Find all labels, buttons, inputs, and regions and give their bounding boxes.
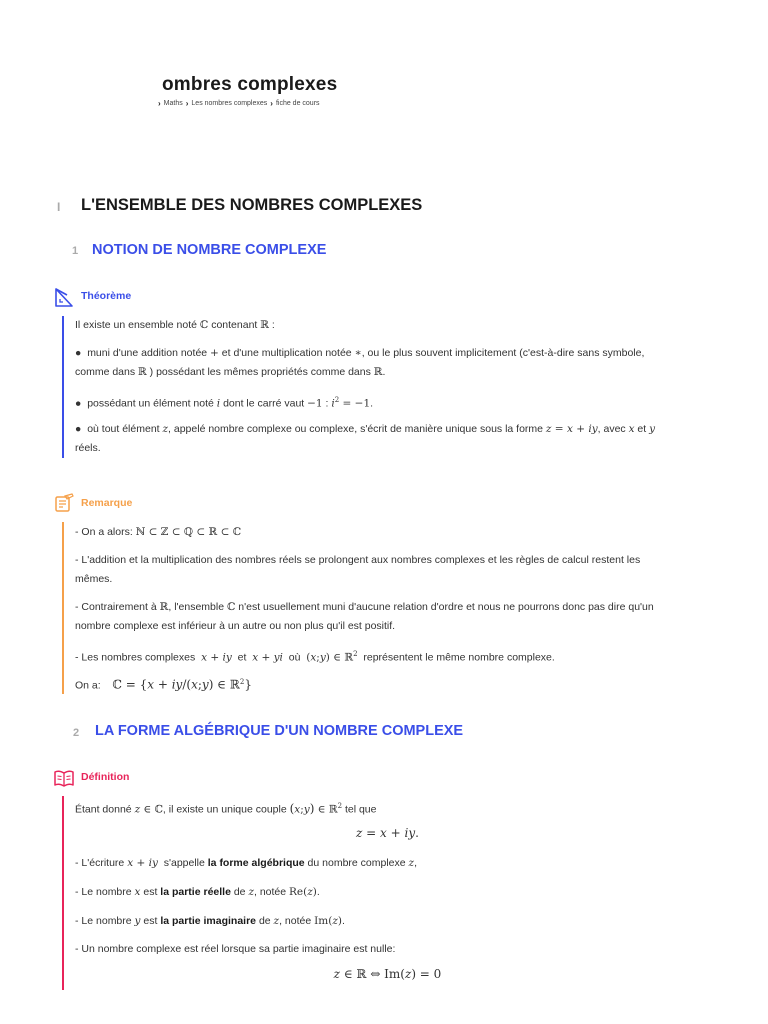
open-book-icon bbox=[53, 767, 75, 789]
remarque-line-2: - L'addition et la multiplication des nombres réels se prolongent aux nombres complexes et les règles de calcul restent les mêmes. bbox=[75, 554, 641, 585]
chevron-right-icon: › bbox=[158, 99, 161, 108]
breadcrumb-item-fiche[interactable]: fiche de cours bbox=[275, 100, 320, 107]
page-title: ombres complexes bbox=[162, 74, 338, 95]
definition-line-1: Étant donné z ∈ ℂ, il existe un unique couple (x;y) ∈ ℝ$^2$ tel que bbox=[75, 801, 377, 816]
definition-line-3: - Le nombre x est la partie réelle de z, notée Re(z). bbox=[75, 886, 320, 898]
definition-line-5: - Un nombre complexe est réel lorsque sa partie imaginaire est nulle: bbox=[75, 943, 396, 955]
bullet-icon: ● bbox=[75, 423, 82, 435]
breadcrumb bbox=[158, 99, 320, 108]
remarque-line-4: - Les nombres complexes x + iy et x + yi où (x;y) ∈ ℝ$^2$ représentent le même nombre complexe. bbox=[75, 650, 555, 664]
breadcrumb-item-maths[interactable]: Maths bbox=[163, 100, 183, 107]
theoreme-bullet-1: ● muni d'une addition notée + et d'une multiplication notée ∗, ou le plus souvent implicitement (c'est-à-dire sans symbole, comme dans ℝ ) possédant les mêmes propriétés comme dans ℝ. bbox=[75, 347, 645, 378]
subsection-number: 1 bbox=[72, 245, 79, 257]
remarque-line-3: - Contrairement à ℝ, l'ensemble ℂ n'est usuellement muni d'aucune relation d'ordre et nous ne pourrons donc pas dire qu'un nombre complexe est inférieur à un autre ou non plus qu'il est positif. bbox=[75, 601, 654, 632]
breadcrumb-item-complexes[interactable]: Les nombres complexes bbox=[191, 100, 268, 107]
notepad-pencil-icon bbox=[53, 492, 75, 514]
remarque-line-5: On a: ℂ = {x + iy/(x;y) ∈ ℝ$^2$} bbox=[75, 677, 252, 692]
bullet-icon: ● bbox=[75, 347, 82, 359]
section-title: L'ENSEMBLE DES NOMBRES COMPLEXES bbox=[81, 196, 423, 214]
remarque-line-1: - On a alors: ℕ ⊂ ℤ ⊂ ℚ ⊂ ℝ ⊂ ℂ bbox=[75, 526, 242, 538]
theoreme-label: Théorème bbox=[81, 290, 132, 302]
subsection-title: NOTION DE NOMBRE COMPLEXE bbox=[92, 242, 327, 258]
chevron-right-icon: › bbox=[270, 99, 273, 108]
subsection-number: 2 bbox=[73, 727, 80, 739]
definition-line-2: - L'écriture x + iy s'appelle la forme algébrique du nombre complexe z, bbox=[75, 857, 417, 869]
ruler-triangle-icon bbox=[53, 287, 75, 309]
bullet-icon: ● bbox=[75, 397, 82, 410]
theoreme-bullet-2: ● possédant un élément noté i dont le carré vaut −1 : $i^2 = -1$. bbox=[75, 396, 374, 410]
definition-line-4: - Le nombre y est la partie imaginaire de z, notée Im(z). bbox=[75, 915, 345, 927]
section-number: I bbox=[57, 200, 61, 214]
theoreme-intro: Il existe un ensemble noté ℂ contenant ℝ : bbox=[75, 319, 275, 331]
subsection-title: LA FORME ALGÉBRIQUE D'UN NOMBRE COMPLEXE bbox=[95, 723, 464, 739]
theoreme-bar bbox=[62, 316, 64, 458]
chevron-right-icon: › bbox=[185, 99, 189, 108]
definition-formula-1: z = x + iy. bbox=[356, 826, 419, 840]
definition-bar bbox=[62, 796, 64, 990]
definition-formula-2: z ∈ ℝ ⇔ Im(z) = 0 bbox=[333, 967, 442, 981]
remarque-label: Remarque bbox=[81, 497, 133, 509]
remarque-bar bbox=[62, 522, 64, 694]
theoreme-bullet-3: ● où tout élément z, appelé nombre complexe ou complexe, s'écrit de manière unique sous la forme z = x + iy, avec x et y réels. bbox=[75, 423, 656, 454]
definition-label: Définition bbox=[81, 771, 130, 783]
